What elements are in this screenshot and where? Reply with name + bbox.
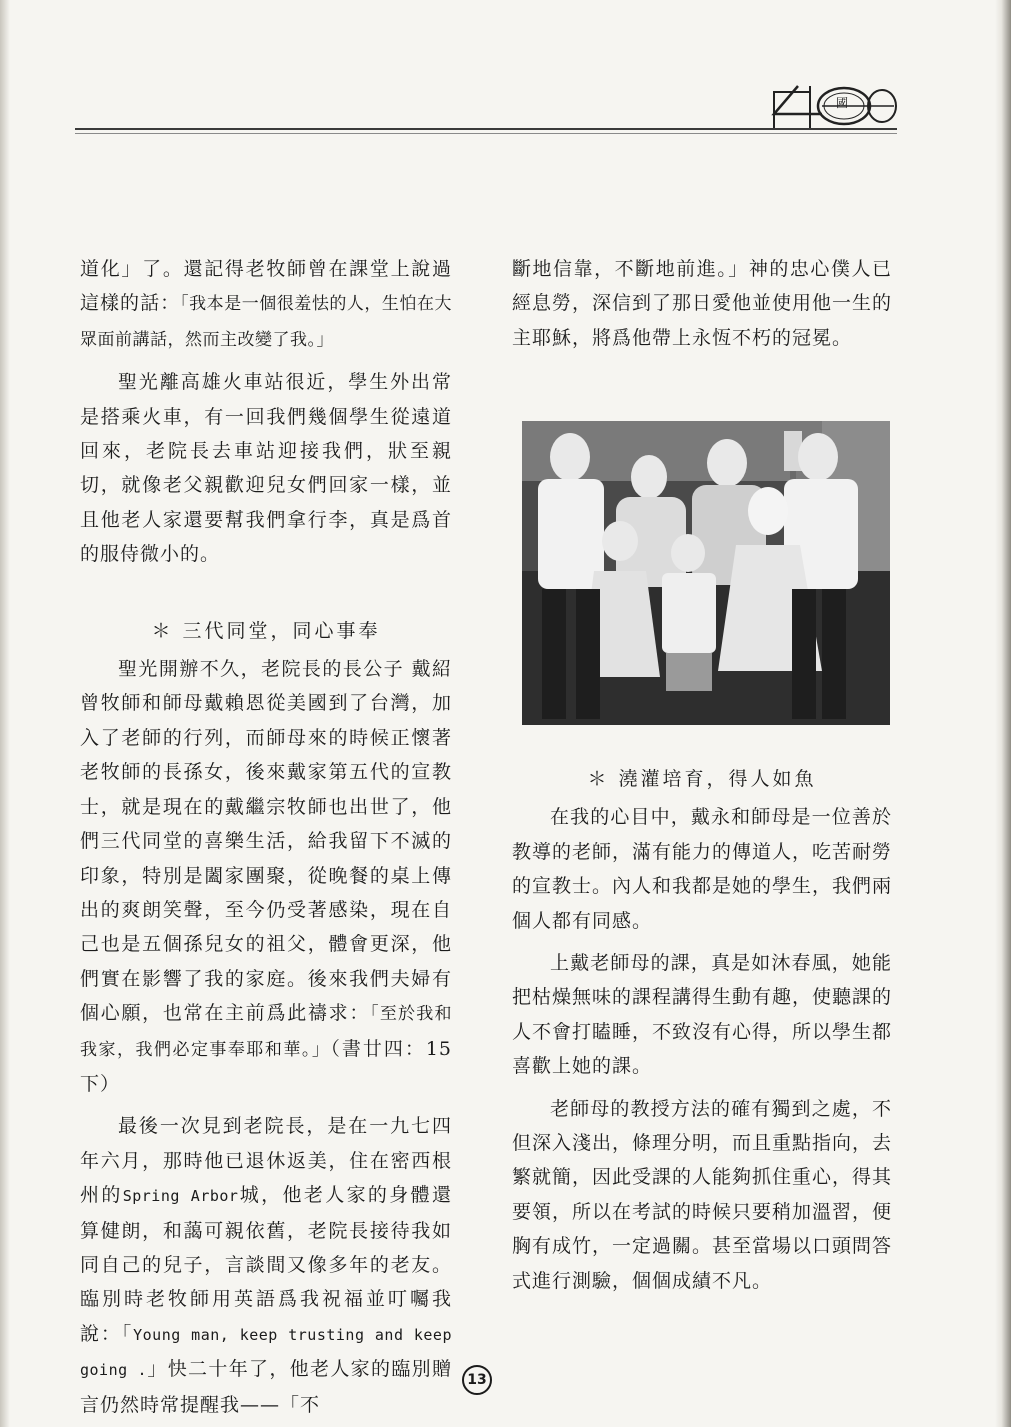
right-paragraph-1: 斷地信靠，不斷地前進。」神的忠心僕人已經息勞，深信到了那日愛他並使用他一生的主耶穌，將爲他帶上永恆不朽的冠冕。: [512, 258, 893, 349]
right-paragraph-3: 上戴老師母的課，真是如沐春風，她能把枯燥無味的課程講得生動有趣，使聽課的人不會打瞌睡，不致沒有心得，所以學生都喜歡上她的課。: [512, 952, 893, 1078]
right-column-lower: [512, 762, 892, 1298]
left-column: [80, 252, 452, 1422]
page-number: 13: [462, 1365, 492, 1395]
left-paragraph-1: [80, 252, 452, 357]
logo-label: 國: [835, 96, 848, 110]
page-edge-left: [0, 0, 10, 1427]
header-rule: [75, 128, 897, 130]
right-paragraph-2: 在我的心目中，戴永和師母是一位善於教導的老師，滿有能力的傳道人，吃苦耐勞的宣教士。內人和我都是她的學生，我們兩個人都有同感。: [512, 806, 893, 932]
section-heading-nurturing: ＊ 澆灌培育，得人如魚: [587, 768, 817, 790]
left-paragraph-3: [80, 652, 452, 1101]
right-paragraph-4: 老師母的教授方法的確有獨到之處，不但深入淺出，條理分明，而且重點指向，去繁就簡，因此受課的人能夠抓住重心，得其要領，所以在考試的時候只要稍加溫習，便胸有成竹，一定過關。甚至當場以口頭問答式進行測驗，個個成績不凡。: [512, 1097, 893, 1292]
family-photo: [522, 421, 890, 725]
left-p1-quote: 「我本是一個很羞怯的人，生怕在大眾面前講話，然而主改變了我。」: [80, 294, 452, 350]
header-rule-thin: [75, 133, 897, 134]
family-photo-illustration: [522, 421, 890, 725]
left-p1-text: 道化」了。還記得老牧師曾在課堂上說過這樣的話：: [80, 258, 452, 315]
left-p4-english-quote: Young man, keep trusting and keep going .: [80, 1325, 452, 1380]
left-p4-text-c: 」快二十年了，他老人家的臨別贈言仍然時常提醒我——「不: [80, 1358, 452, 1416]
left-p3-quote: 「至於我和我家，我們必定事奉耶和華。」: [80, 1004, 452, 1060]
left-p3-text: 聖光開辦不久，老院長的長公子 戴紹曾牧師和師母戴賴恩從美國到了台灣，加入了老師的行列，而師母來的時候正懷著老牧師的長孫女，後來戴家第五代的宣教士，就是現在的戴繼宗牧師也出世了，他們三代同堂的喜樂生活，給我留下不滅的印象，特別是闔家團聚，從晚餐的桌上傳出的爽朗笑聲，至今仍受著感染，現在自己也是五個孫兒女的祖父，體會更深，他們實在影響了我的家庭。後來我們夫婦有個心願，也常在主前爲此禱求：: [80, 658, 452, 1025]
left-paragraph-4: [80, 1109, 452, 1422]
left-paragraph-2: 聖光離高雄火車站很近，學生外出常是搭乘火車，有一回我們幾個學生從遠道回來，老院長去車站迎接我們，狀至親切，就像老父親歡迎兒女們回家一樣，並且他老人家還要幫我們拿行李，真是爲首的服侍微小的。: [80, 371, 452, 566]
left-p4-text-b: 城，他老人家的身體還算健朗，和藹可親依舊，老院長接待我如同自己的兒子，言談間又像多年的老友。臨別時老牧師用英語爲我祝福並叮囑我說：「: [80, 1184, 452, 1345]
right-column: [512, 252, 892, 355]
left-p3-ref: （書廿四：15下）: [80, 1037, 453, 1095]
section-heading-three-generations: ＊ 三代同堂，同心事奉: [151, 619, 381, 642]
left-p4-spring-arbor: Spring Arbor: [122, 1187, 239, 1206]
left-p4-text-a: 最後一次見到老院長，是在一九七四年六月，那時他已退休返美，住在密西根州的: [80, 1115, 452, 1207]
page-edge-right: [995, 0, 1011, 1427]
